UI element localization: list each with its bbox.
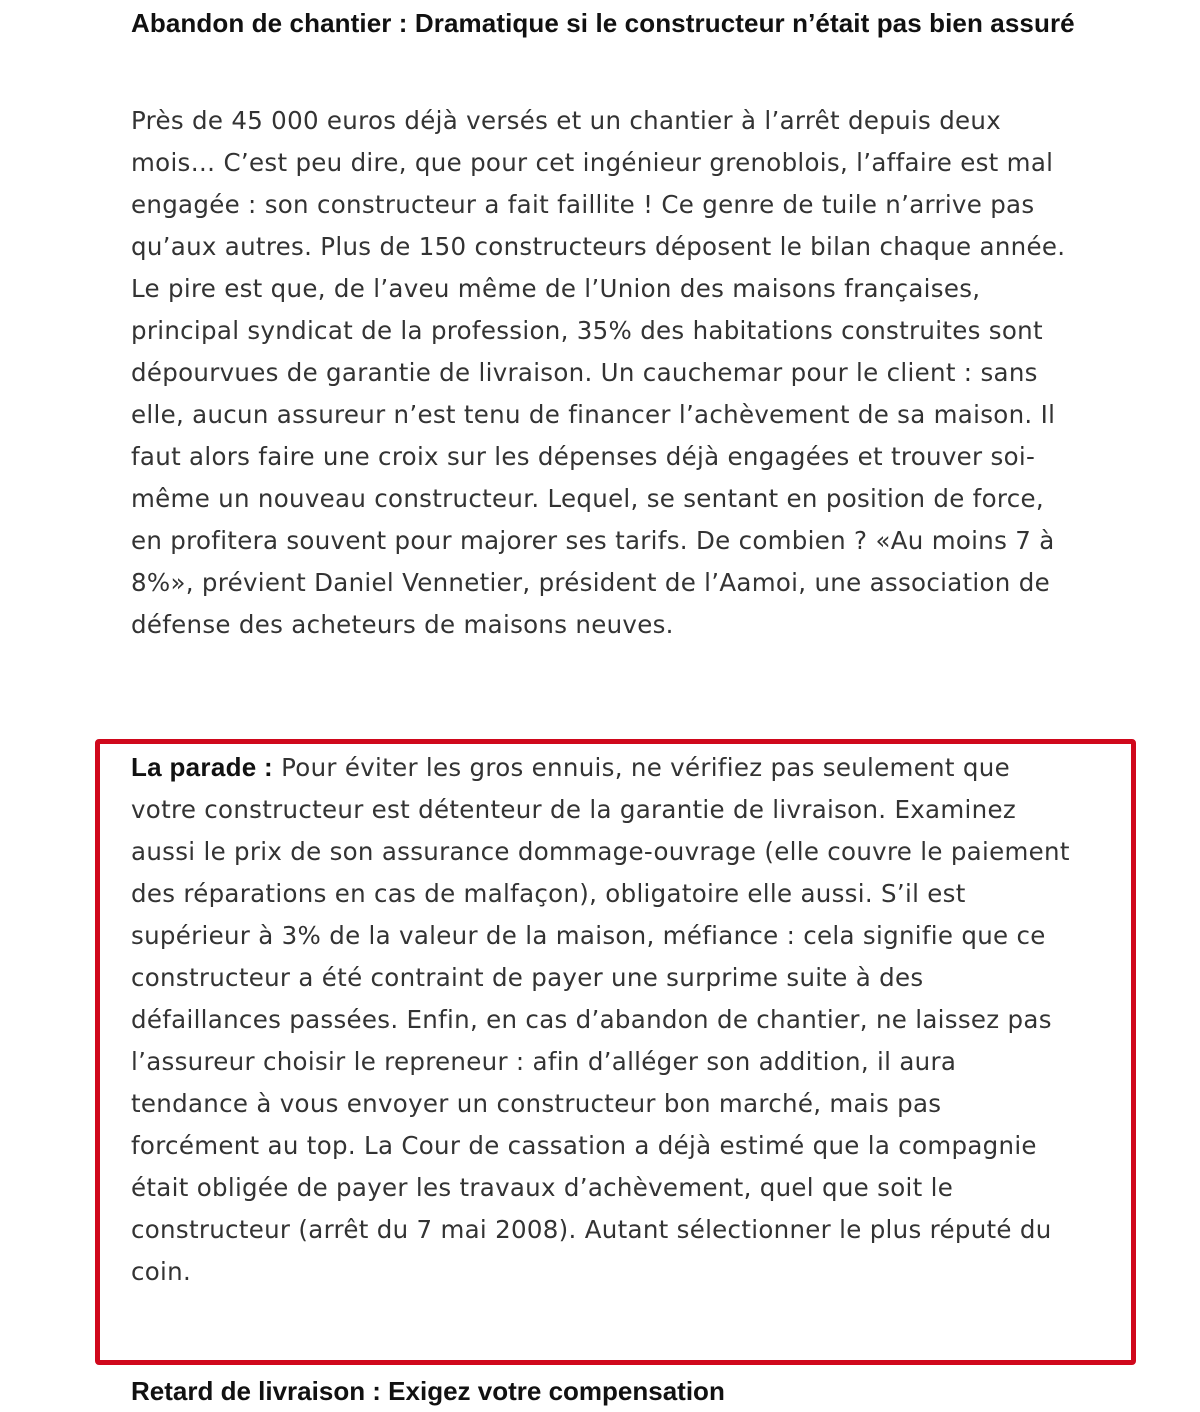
parade-lead-label: La parade : (131, 752, 274, 782)
paragraph-abandon-description: Près de 45 000 euros déjà versés et un chantier à l’arrêt depuis deux mois… C’est peu dire, que pour cet ingénieur grenoblois, l’affaire est mal engagée : son constructeur a fait faillite ! Ce genre de tuile n’arrive pas qu’aux autres. Plus de 150 constructeurs déposent le bilan chaque année. Le pire est que, de l’aveu même de l’Union des maisons françaises, principal syndicat de la profession, 35% des habitations construites sont dépourvues de garantie de livraison. Un cauchemar pour le client : sans elle, aucun assureur n’est tenu de financer l’achèvement de sa maison. Il faut alors faire une croix sur les dépenses déjà engagées et trouver soi-même un nouveau constructeur. Lequel, se sentant en position de force, en profitera souvent pour majorer ses tarifs. De combien ? «Au moins 7 à 8%», prévient Daniel Vennetier, président de l’Aamoi, une association de défense des acheteurs de maisons neuves. (131, 106, 1066, 639)
next-section-heading-cut (131, 1376, 821, 1406)
parade-text: Pour éviter les gros ennuis, ne vérifiez pas seulement que votre constructeur est détenteur de la garantie de livraison. Examinez aussi le prix de son assurance dommage-ouvrage (elle couvre le paiement des réparations en cas de malfaçon), obligatoire elle aussi. S’il est supérieur à 3% de la valeur de la maison, méfiance : cela signifie que ce constructeur a été contraint de payer une surprime suite à des défaillances passées. Enfin, en cas d’abandon de chantier, ne laissez pas l’assureur choisir le repreneur : afin d’alléger son addition, il aura tendance à vous envoyer un constructeur bon marché, mais pas forcément au top. La Cour de cassation a déjà estimé que la compagnie était obligée de payer les travaux d’achèvement, quel que soit le constructeur (arrêt du 7 mai 2008). Autant sélectionner le plus réputé du coin. (131, 753, 1070, 1286)
paragraph-parade (131, 746, 1076, 1293)
section-heading-abandon: Abandon de chantier : Dramatique si le constructeur n’était pas bien assuré (131, 8, 1075, 38)
next-heading-text: Retard de livraison : Exigez votre compensation (131, 1376, 725, 1406)
article (131, 0, 1076, 1286)
